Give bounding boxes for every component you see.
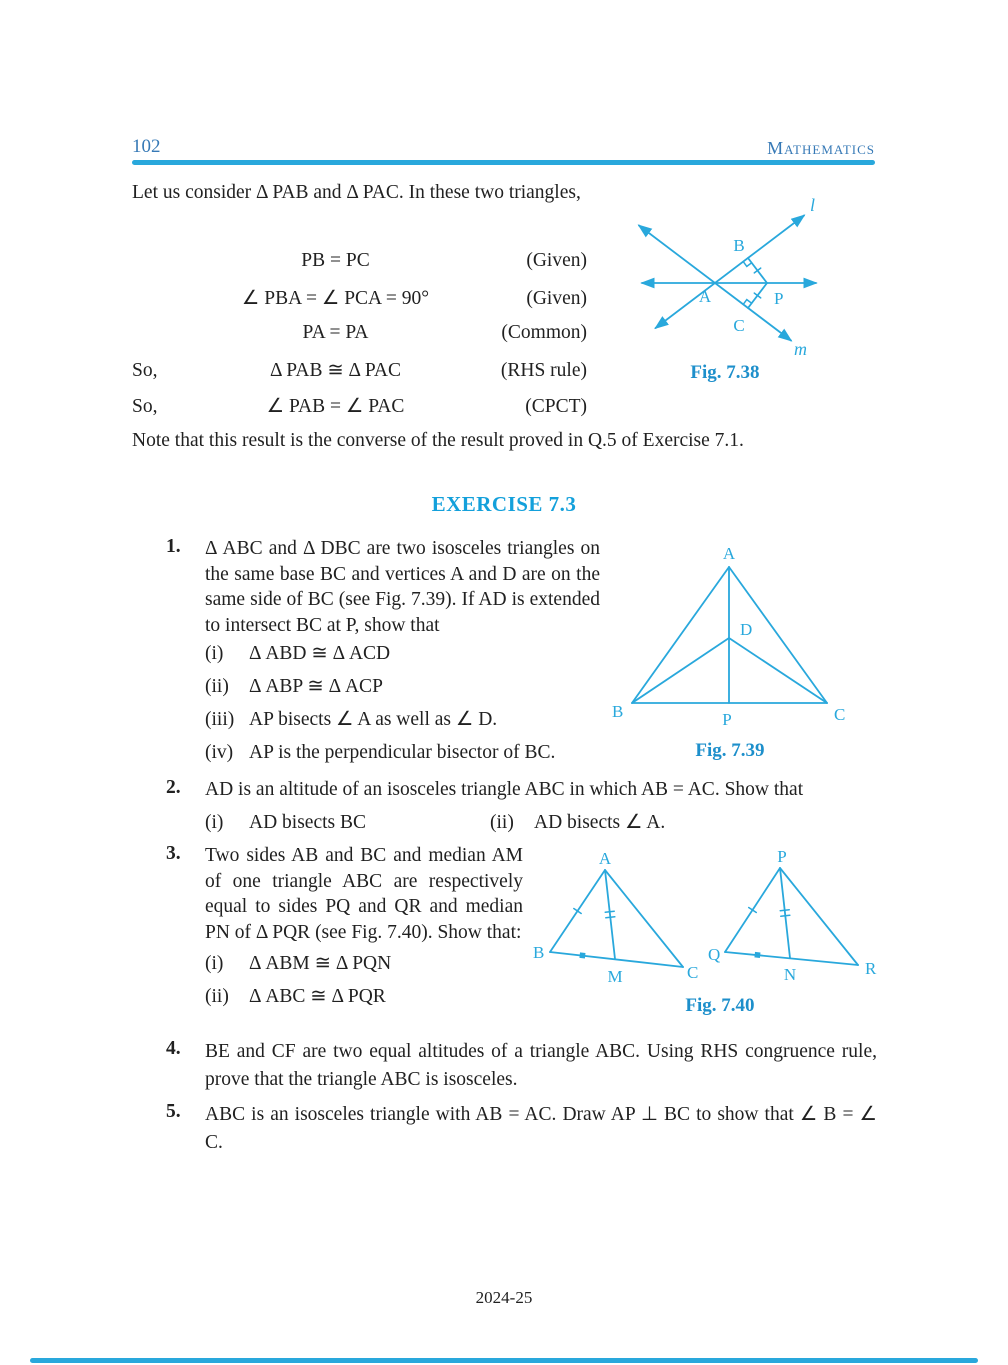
square-tick-qn [754, 952, 760, 958]
subitem-label: (ii) [205, 676, 229, 697]
double-tick-pn-2 [781, 915, 790, 916]
label-point-c: C [834, 705, 846, 724]
question-number: 2. [166, 777, 181, 798]
question-text: BE and CF are two equal altitudes of a triangle ABC. Using RHS congruence rule, prove that the triangle ABC is isosceles. [205, 1041, 877, 1090]
base-qr [725, 952, 858, 965]
subitem-text: Δ ABP ≅ Δ ACP [249, 676, 383, 697]
label-line-m: m [794, 339, 807, 359]
figure-caption-7-39: Fig. 7.39 [695, 740, 765, 761]
question-subitem [205, 674, 605, 700]
question-subitem [205, 984, 525, 1010]
label-point-a: A [598, 850, 612, 868]
question-number: 1. [166, 536, 181, 557]
subitem-label: (iv) [205, 742, 234, 763]
figure-7-39 [600, 545, 860, 730]
step-reason: (CPCT) [525, 396, 587, 417]
label-point-b: B [733, 236, 745, 255]
step-reason: (RHS rule) [500, 360, 587, 381]
page-number: 102 [132, 136, 161, 157]
label-point-c: C [733, 316, 745, 335]
label-point-q: Q [708, 945, 721, 964]
question-number: 4. [166, 1038, 181, 1059]
step-expression: ∠ PAB = ∠ PAC [266, 396, 405, 417]
question-text: Two sides AB and BC and median AM of one triangle ABC are respectively equal to sides PQ and QR and median PN of Δ PQR (see Fig. 7.40). Show that: [205, 845, 523, 943]
proof-step [132, 358, 587, 394]
step-expression: ∠ PBA = ∠ PCA = 90° [241, 288, 430, 309]
label-point-c: C [687, 963, 699, 982]
label-point-m: M [607, 967, 623, 986]
median-pn [780, 868, 790, 958]
label-point-r: R [865, 959, 877, 978]
side-ac [605, 870, 683, 967]
line-l [656, 216, 804, 329]
proof-step [132, 286, 587, 322]
question-text: ABC is an isosceles triangle with AB = AC. Draw AP ⊥ BC to show that ∠ B = ∠ C. [205, 1104, 877, 1153]
header-rule [132, 160, 875, 165]
footer-year: 2024-25 [475, 1288, 533, 1307]
subitem-text: AD bisects BC [249, 812, 366, 833]
step-reason: (Given) [526, 288, 587, 309]
figure-7-40 [525, 850, 890, 990]
subitem-label: (i) [205, 643, 224, 664]
question-subitem [205, 810, 485, 836]
segment-dc [729, 638, 827, 703]
question-text: AD is an altitude of an isosceles triangle ABC in which AB = AC. Show that [205, 779, 804, 800]
step-expression: PB = PC [301, 250, 370, 271]
side-ab [632, 567, 729, 703]
step-expression: Δ PAB ≅ Δ PAC [269, 360, 402, 381]
double-tick-pn-1 [780, 910, 789, 911]
tick-mark-ab [574, 909, 581, 914]
square-tick-bm [579, 952, 585, 958]
step-reason: (Given) [526, 250, 587, 271]
figure-caption-7-40: Fig. 7.40 [685, 995, 755, 1016]
question-subitem [205, 740, 625, 766]
subitem-label: (iii) [205, 709, 235, 730]
question-subitem [205, 641, 605, 667]
proof-step [132, 322, 587, 358]
proof-step [132, 250, 587, 286]
question-subitem [490, 810, 790, 836]
label-point-b: B [533, 943, 545, 962]
step-prefix: So, [132, 396, 158, 417]
label-point-b: B [612, 702, 624, 721]
proof-steps [132, 250, 587, 430]
step-prefix: So, [132, 360, 158, 381]
label-point-a: A [722, 545, 736, 563]
exercise-title: EXERCISE 7.3 [431, 492, 577, 516]
subitem-label: (i) [205, 812, 224, 833]
label-point-p: P [722, 710, 732, 729]
figure-7-38 [620, 185, 885, 365]
label-point-p: P [774, 289, 784, 308]
label-point-d: D [740, 620, 753, 639]
question-text: Δ ABC and Δ DBC are two isosceles triangles on the same base BC and vertices A and D are on the same side of BC (see Fig. 7.39). If AD is extended to intersect BC at P, show that [205, 538, 600, 636]
subitem-text: Δ ABC ≅ Δ PQR [249, 986, 386, 1007]
intro-paragraph: Let us consider Δ PAB and Δ PAC. In these two triangles, [132, 182, 581, 203]
label-line-l: l [810, 195, 816, 215]
note-text: Note that this result is the converse of the result proved in Q.5 of Exercise 7.1. [132, 430, 744, 451]
subitem-text: Δ ABM ≅ Δ PQN [249, 953, 392, 974]
bottom-rule [30, 1358, 978, 1363]
subitem-text: Δ ABD ≅ Δ ACD [249, 643, 391, 664]
proof-step [132, 394, 587, 430]
question-number: 3. [166, 843, 181, 864]
question-number: 5. [166, 1101, 181, 1122]
subitem-label: (ii) [490, 812, 514, 833]
tick-mark-pq [749, 908, 757, 913]
label-point-a: A [698, 287, 712, 306]
question-subitem [205, 707, 605, 733]
question-subitem [205, 951, 525, 977]
subitem-label: (ii) [205, 986, 229, 1007]
figure-caption-7-38: Fig. 7.38 [690, 362, 760, 383]
step-expression: PA = PA [302, 322, 369, 343]
segment-bd [632, 638, 729, 703]
subitem-text: AP bisects ∠ A as well as ∠ D. [249, 709, 498, 730]
double-tick-am-1 [605, 911, 614, 912]
base-bc [550, 952, 683, 967]
double-tick-am-2 [606, 917, 615, 918]
label-point-n: N [783, 965, 797, 984]
median-am [605, 870, 615, 959]
subitem-text: AD bisects ∠ A. [534, 812, 666, 833]
label-point-p: P [777, 850, 787, 866]
step-reason: (Common) [501, 322, 587, 343]
side-pr [780, 868, 858, 965]
subitem-label: (i) [205, 953, 224, 974]
book-title: Mathematics [767, 138, 875, 158]
subitem-text: AP is the perpendicular bisector of BC. [249, 742, 556, 763]
